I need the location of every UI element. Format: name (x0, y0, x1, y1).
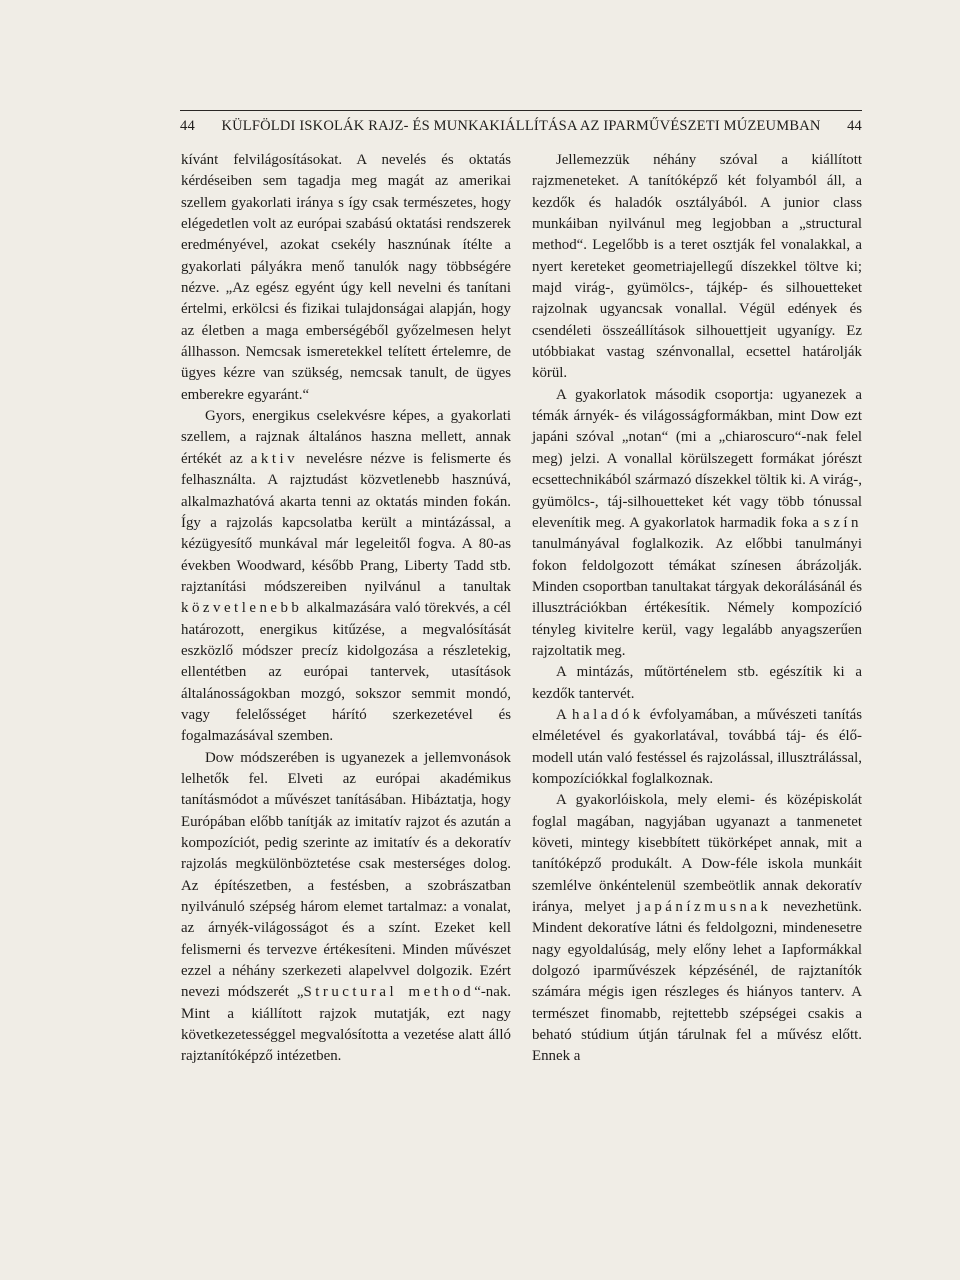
spaced-emphasis: Structural method (303, 984, 475, 1001)
paragraph: A gyakorlatok második csoportja: ugyanezek a témák árnyék- és világosságformákban, mint Dow ezt japáni szóval „notan“ (mi a „chiaroscuro“-nak felel meg) jelzi. A vonallal körülszegett formákat jórészt ecsettechnikából származó díszekkel töltik ki. A virág-, gyümölcs-, táj-silhouetteket két vagy több tónussal elevenítik meg. A gyakorlatok harmadik foka a szín tanulmányával foglalkozik. Az előbbi tanulmányi fokon feldolgozott témákat színesen ábrázolják. Minden csoportban tanultakat tárgyak dekorálásánál és illusztrációkban értékesítik. Némely kompozíció tényleg kivitelre kerül, vagy legalább anyagszerűen rajzoltatik meg. (532, 386, 862, 659)
paragraph: Jellemezzük néhány szóval a kiállított rajzmeneteket. A tanítóképző két folyamból áll, a kezdők és haladók osztályából. A junior class munkáiban nyilvánul meg legjobban a „structural method“. Legelőbb is a teret osztják fel vonalakkal, a nyert kereteket geometriajellegű díszekkel töltve ki; majd virág-, gyümölcs-, tájkép- és silhouetteket rajzolnak ugyancsak vonallal. Végül edények és csendéleti összeállítások silhouettjeit ugyanígy. Ez utóbbiakat vastag szénvonallal, ecsettel határolják körül. (532, 152, 862, 382)
left-column (181, 150, 511, 1068)
paragraph: A haladók évfolyamában, a művészeti tanítás elméletével és gyakorlatával, továbbá táj- és élő-modell után való festéssel és rajzolással, illusztrálással, kompozíciókkal foglalkoznak. (532, 706, 863, 787)
running-title: KÜLFÖLDI ISKOLÁK RAJZ- ÉS MUNKAKIÁLLÍTÁSA AZ IPARMŰVÉSZETI MÚZEUMBAN (221, 118, 821, 134)
page-number-left: 44 (180, 118, 195, 134)
paragraph: kívánt felvilágosításokat. A nevelés és oktatás kérdéseiben sem tagadja meg magát az amerikai szellem gyakorlati iránya s így csak természetes, hogy elégedetlen volt az európai szabású oktatási rendszerek eredményével, azokat csekély hasznúnak ítélte a gyakorlati pályákra menő tanulók nagy többségére nézve. „Az egész egyént úgy kell nevelni és tanítani értelmi, erkölcsi és fizikai tulajdonságai alapján, hogy az életben a maga emberségéből győzelmesen helyt állhasson. Nemcsak ismeretekkel telített értelemre, de ügyes kézre van szükség, nemcsak tanult, de ügyes emberekre egyaránt.“ (181, 152, 511, 403)
page-number-right: 44 (847, 118, 862, 134)
spaced-emphasis: közvetlenebb (181, 600, 303, 617)
paragraph: A gyakorlóiskola, mely elemi- és középiskolát foglal magában, nagyjában ugyanazt a tanmenetet követi, mintegy kisebbített tükörképet annak, mit a tanítóképző produkált. A Dow-féle iskola munkáit szemlélve önkéntelenül szembeötlik annak dekoratív iránya, melyet japánízmusnak nevezhetünk. Mindent dekoratíve látni és feldolgozni, mindenesetre nagy egyoldalúság, mely előny lehet a Iapformákkal dolgozó iparművészek képzésénél, de rajztanítók számára mégis igen részleges és hiányos tanterv. A természet finomabb, rejtettebb szépségei csakis a beható stúdium útján tárulnak fel a művész előtt. Ennek a (532, 792, 862, 1065)
spaced-emphasis: szín (824, 514, 862, 531)
spaced-emphasis: japánízmusnak (636, 899, 772, 916)
paragraph: A mintázás, műtörténelem stb. egészítik ki a kezdők tantervét. (532, 664, 862, 702)
running-header (180, 110, 862, 135)
spaced-emphasis: aktiv (250, 450, 299, 467)
right-column (532, 150, 862, 1068)
paragraph: Dow módszerében is ugyanezek a jellemvonások lelhetők fel. Elveti az európai akadémikus tanításmódot a művészet tanításában. Hibáztatja, hogy Európában előbb tanítják az imitatív rajzot és azután a kompozíciót, pedig szerinte az imitatív és a dekoratív rajzolás megkülönböztetése csak mesterséges dolog. Az építészetben, a festésben, a szobrászatban nyilvánuló szépség három elemet tartalmaz: a vonalat, az árnyék-világosságot és a színt. Ezeket kell felismerni és tervezve értékesíteni. Minden művészet ezzel a néhány szerkezeti alapelvvel dolgozik. Ezért nevezi módszerét „Structural method“-nak. Mint a kiállított rajzok mutatják, ezt nagy következetességgel megvalósította a vezetése alatt álló rajztanítóképző intézetben. (181, 749, 512, 1065)
paragraph: Gyors, energikus cselekvésre képes, a gyakorlati szellem, a rajznak általános haszna mellett, annak értékét az aktiv nevelésre nézve is felismerte és felhasználta. A rajztudást közvetlenebb hasznúvá, alkalmazhatóvá akarta tenni az oktatás minden fokán. Így a rajzolás kapcsolatba került a mintázással, a kézügyesítő munkával már legeleitől fogva. A 80-as években Woodward, később Prang, Liberty Tadd stb. rajztanítási módszereiben nyilvánul a tanultak közvetlenebb alkalmazására való törekvés, a cél határozott, energikus kitűzése, a megvalósítását eszközlő módszer precíz kidolgozása a részletekig, ellentétben az európai tantervek, utasítások általánosságokban mozgó, sokszor semmit mondó, vagy felelősséget hárító szerkezetével és fogalmazásával szemben. (181, 408, 511, 745)
spaced-emphasis: haladók (572, 706, 644, 723)
